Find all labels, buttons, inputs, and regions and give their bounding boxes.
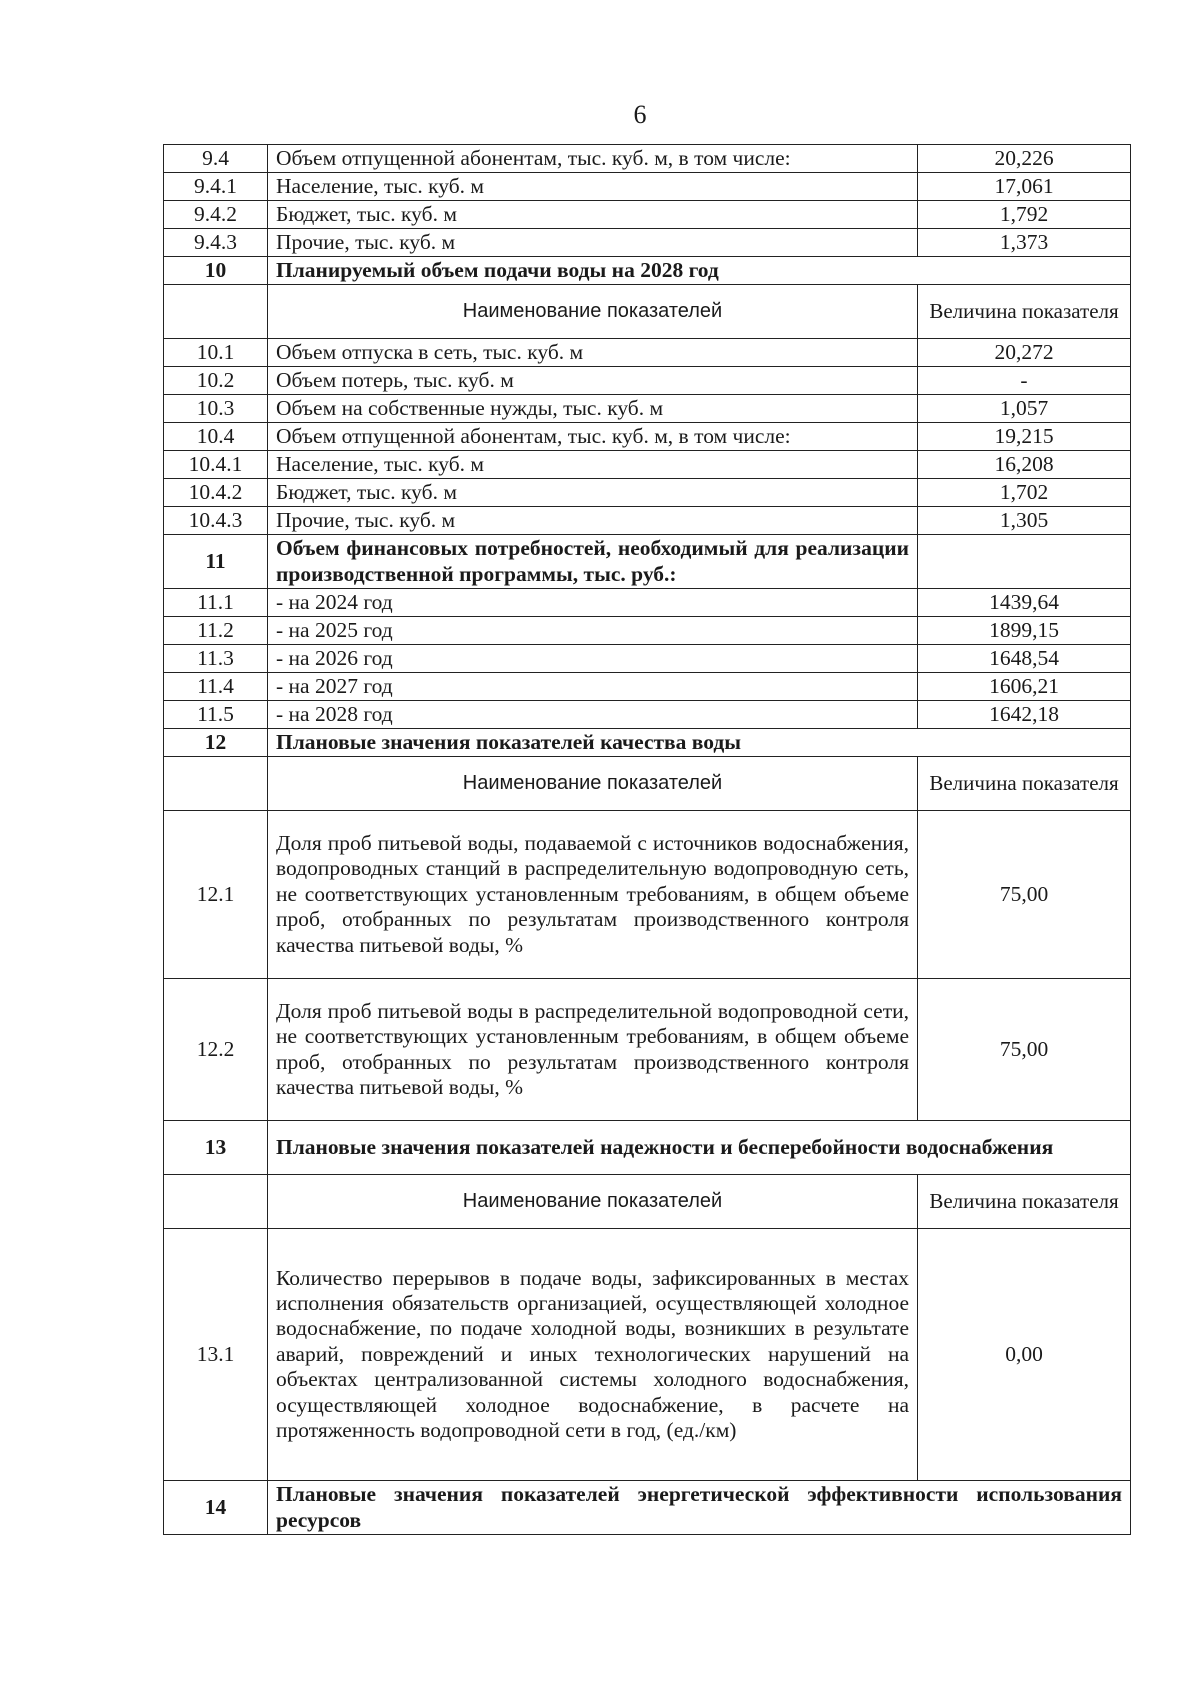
header-name: Наименование показателей [268, 1175, 918, 1229]
row-number: 11.3 [164, 645, 268, 673]
row-name: - на 2027 год [268, 673, 918, 701]
table-row [164, 701, 1131, 729]
row-value: 20,272 [918, 339, 1131, 367]
section-row-14 [164, 1481, 1131, 1535]
row-number: 10.4.1 [164, 451, 268, 479]
row-name: Объем отпущенной абонентам, тыс. куб. м, в том числе: [268, 423, 918, 451]
row-value: - [918, 367, 1131, 395]
row-name: - на 2024 год [268, 589, 918, 617]
row-number: 13.1 [164, 1229, 268, 1481]
header-value: Величина показателя [918, 1175, 1131, 1229]
row-number: 10.3 [164, 395, 268, 423]
header-name: Наименование показателей [268, 757, 918, 811]
table-row [164, 423, 1131, 451]
header-empty-cell [164, 757, 268, 811]
row-name: Объем на собственные нужды, тыс. куб. м [268, 395, 918, 423]
table-row [164, 479, 1131, 507]
row-value: 0,00 [918, 1229, 1131, 1481]
header-empty-cell [164, 285, 268, 339]
row-number: 10.2 [164, 367, 268, 395]
row-value: 1,792 [918, 201, 1131, 229]
table-row [164, 979, 1131, 1121]
section-number: 10 [164, 257, 268, 285]
table-row [164, 201, 1131, 229]
row-value: 75,00 [918, 979, 1131, 1121]
row-name: - на 2025 год [268, 617, 918, 645]
row-name: Доля проб питьевой воды в распределительной водопроводной сети, не соответствующих установленным требованиям, в общем объеме проб, отобранных по результатам производственного контроля качества питьевой воды, % [268, 979, 918, 1121]
row-number: 10.1 [164, 339, 268, 367]
row-value: 1642,18 [918, 701, 1131, 729]
row-number: 10.4.3 [164, 507, 268, 535]
page-number: 6 [633, 100, 647, 129]
row-value: 1899,15 [918, 617, 1131, 645]
row-name: Количество перерывов в подаче воды, зафиксированных в местах исполнения обязательств организацией, осуществляющей холодное водоснабжение, по подаче холодной воды, возникших в результате аварий, повреждений и иных технологических нарушений на объектах централизованной системы холодного водоснабжения, осуществляющей холодное водоснабжение, в расчете на протяженность водопроводной сети в год, (ед./км) [268, 1229, 918, 1481]
column-header-row [164, 757, 1131, 811]
table-row [164, 229, 1131, 257]
table-row [164, 645, 1131, 673]
row-number: 9.4 [164, 145, 268, 173]
column-header-row [164, 1175, 1131, 1229]
row-name: - на 2026 год [268, 645, 918, 673]
row-name: Объем отпуска в сеть, тыс. куб. м [268, 339, 918, 367]
row-number: 11.1 [164, 589, 268, 617]
table-row [164, 1229, 1131, 1481]
section-title: Плановые значения показателей качества воды [268, 729, 1131, 757]
section-title: Плановые значения показателей энергетической эффективности использования ресурсов [268, 1481, 1131, 1535]
row-value: 1606,21 [918, 673, 1131, 701]
row-value: 19,215 [918, 423, 1131, 451]
section-number: 12 [164, 729, 268, 757]
row-number: 9.4.2 [164, 201, 268, 229]
row-number: 12.1 [164, 811, 268, 979]
section-title: Объем финансовых потребностей, необходимый для реализации производственной программы, тыс. руб.: [268, 535, 918, 589]
row-number: 9.4.1 [164, 173, 268, 201]
row-value: 1,373 [918, 229, 1131, 257]
row-name: Население, тыс. куб. м [268, 173, 918, 201]
section-row-11 [164, 535, 1131, 589]
row-name: Бюджет, тыс. куб. м [268, 201, 918, 229]
row-name: Объем потерь, тыс. куб. м [268, 367, 918, 395]
table-row [164, 395, 1131, 423]
section-row-13 [164, 1121, 1131, 1175]
row-value: 1439,64 [918, 589, 1131, 617]
indicators-table [163, 144, 1131, 1535]
row-number: 11.4 [164, 673, 268, 701]
table-row [164, 811, 1131, 979]
row-name: Население, тыс. куб. м [268, 451, 918, 479]
section-row-12 [164, 729, 1131, 757]
row-number: 11.2 [164, 617, 268, 645]
row-value: 1,057 [918, 395, 1131, 423]
table-row [164, 339, 1131, 367]
table-row [164, 589, 1131, 617]
row-number: 11.5 [164, 701, 268, 729]
header-value: Величина показателя [918, 757, 1131, 811]
row-name: Объем отпущенной абонентам, тыс. куб. м, в том числе: [268, 145, 918, 173]
table-row [164, 145, 1131, 173]
row-number: 12.2 [164, 979, 268, 1121]
row-value: 20,226 [918, 145, 1131, 173]
row-number: 10.4.2 [164, 479, 268, 507]
row-name: Бюджет, тыс. куб. м [268, 479, 918, 507]
section-row-10 [164, 257, 1131, 285]
row-value: 1648,54 [918, 645, 1131, 673]
row-name: Прочие, тыс. куб. м [268, 229, 918, 257]
section-title: Плановые значения показателей надежности и бесперебойности водоснабжения [268, 1121, 1131, 1175]
column-header-row [164, 285, 1131, 339]
row-value: 17,061 [918, 173, 1131, 201]
table-row [164, 451, 1131, 479]
row-number: 10.4 [164, 423, 268, 451]
table-row [164, 617, 1131, 645]
row-value: 1,305 [918, 507, 1131, 535]
row-number: 9.4.3 [164, 229, 268, 257]
row-name: Доля проб питьевой воды, подаваемой с источников водоснабжения, водопроводных станций в распределительную водопроводную сеть, не соответствующих установленным требованиям, в общем объеме проб, отобранных по результатам производственного контроля качества питьевой воды, % [268, 811, 918, 979]
section-value-empty [918, 535, 1131, 589]
table-row [164, 367, 1131, 395]
section-number: 13 [164, 1121, 268, 1175]
row-value: 75,00 [918, 811, 1131, 979]
section-number: 11 [164, 535, 268, 589]
table-row [164, 673, 1131, 701]
row-value: 16,208 [918, 451, 1131, 479]
table-row [164, 173, 1131, 201]
section-number: 14 [164, 1481, 268, 1535]
row-name: Прочие, тыс. куб. м [268, 507, 918, 535]
section-title: Планируемый объем подачи воды на 2028 год [268, 257, 1131, 285]
row-value: 1,702 [918, 479, 1131, 507]
row-name: - на 2028 год [268, 701, 918, 729]
header-value: Величина показателя [918, 285, 1131, 339]
header-empty-cell [164, 1175, 268, 1229]
header-name: Наименование показателей [268, 285, 918, 339]
table-row [164, 507, 1131, 535]
